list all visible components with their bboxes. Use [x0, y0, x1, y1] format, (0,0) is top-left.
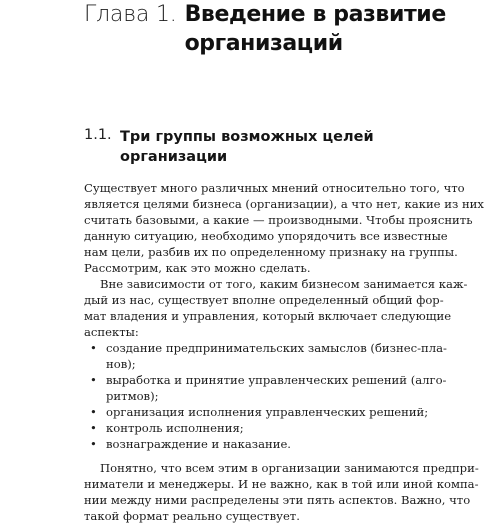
bullet-icon: • [90, 341, 97, 355]
paragraph-1 [84, 180, 484, 276]
aspects-list [84, 340, 447, 452]
section-title-line: Три группы возможных целей [120, 129, 374, 145]
text-line: нам цели, разбив их по определенному признаку на группы. [84, 245, 458, 259]
text-line: такой формат реально существует. [84, 509, 300, 523]
section-number: 1.1. [84, 127, 112, 143]
text-line: контроль исполнения; [106, 421, 244, 435]
chapter-title [185, 0, 446, 58]
bullet-icon: • [90, 373, 97, 387]
bullet-icon: • [90, 405, 97, 419]
text-line: выработка и принятие управленческих решений (алго- [106, 373, 447, 387]
text-line: Рассмотрим, как это можно сделать. [84, 261, 311, 275]
bullet-icon: • [90, 437, 97, 451]
bullet-icon: • [90, 421, 97, 435]
list-item [84, 404, 429, 420]
paragraph-2 [84, 276, 468, 340]
body-text [84, 180, 484, 524]
text-line: ниматели и менеджеры. И не важно, как в той или иной компа- [84, 477, 479, 491]
list-item [84, 420, 424, 436]
text-line: данную ситуацию, необходимо упорядочить все известные [84, 229, 448, 243]
list-item [84, 340, 447, 372]
text-line: организация исполнения управленческих решений; [106, 405, 429, 419]
section-title [120, 127, 374, 167]
chapter-title-line: организаций [184, 31, 343, 56]
text-line: дый из нас, существует вполне определенный общий фор- [84, 293, 444, 307]
text-line: Понятно, что всем этим в организации занимаются предпри- [100, 461, 479, 475]
paragraph-3 [84, 460, 479, 524]
text-line: нов); [106, 357, 136, 371]
chapter-label: Глава 1. [84, 2, 177, 27]
text-line: аспекты: [84, 325, 139, 339]
text-line: вознаграждение и наказание. [106, 437, 291, 451]
list-item [84, 436, 424, 452]
text-line: является целями бизнеса (организации), а что нет, какие из них [84, 197, 484, 211]
text-line: Существует много различных мнений относительно того, что [84, 181, 465, 195]
text-line: считать базовыми, а какие — производными. Чтобы прояснить [84, 213, 473, 227]
text-line: создание предпринимательских замыслов (бизнес-пла- [106, 341, 447, 355]
text-line: нии между ними распределены эти пять аспектов. Важно, что [84, 493, 471, 507]
text-line: ритмов); [106, 389, 159, 403]
list-item [84, 372, 447, 404]
section-title-line: организации [120, 149, 228, 165]
chapter-title-line: Введение в развитие [184, 2, 446, 27]
text-line: мат владения и управления, который включает следующие [84, 309, 452, 323]
text-line: Вне зависимости от того, каким бизнесом занимается каж- [100, 277, 468, 291]
chapter-heading [84, 0, 494, 58]
section-heading [84, 127, 484, 167]
